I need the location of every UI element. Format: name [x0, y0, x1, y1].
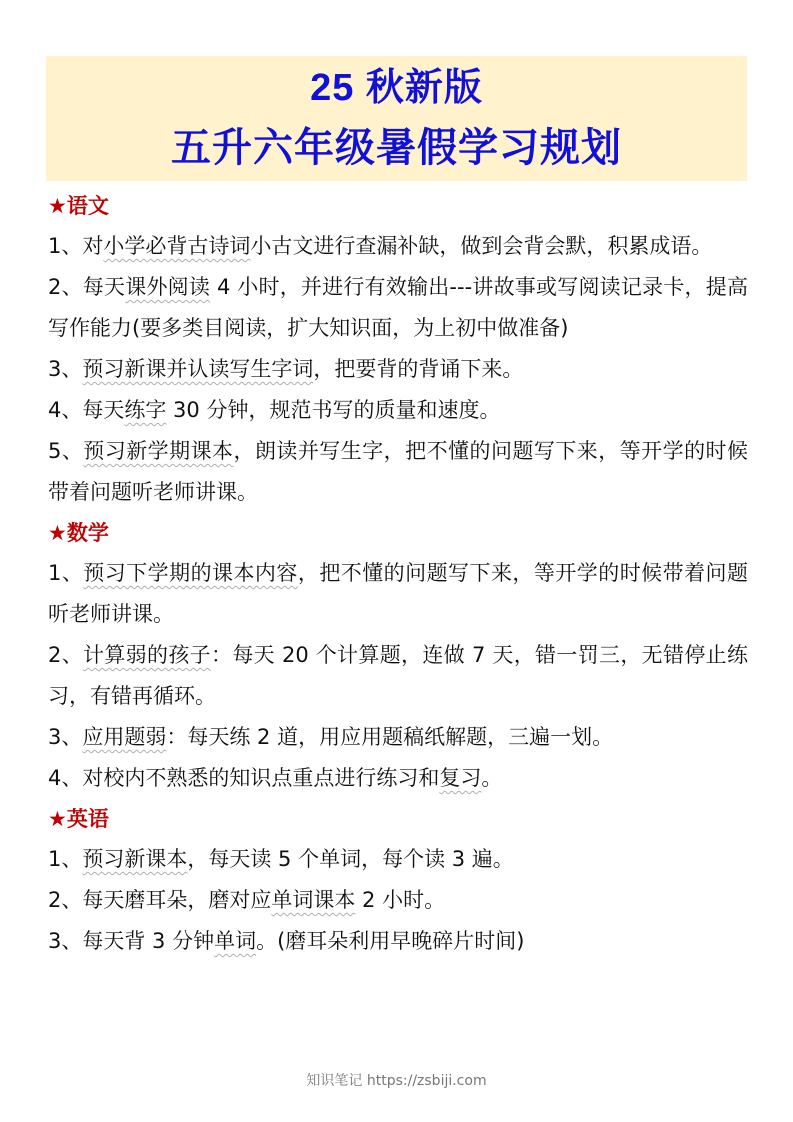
item-text: 小古文进行查漏补缺，做到会背会默，积累成语。	[250, 234, 713, 258]
list-item	[48, 921, 748, 962]
item-text: 2 小时。	[355, 888, 446, 912]
title-line-1: 25 秋新版	[310, 67, 483, 109]
list-item	[48, 349, 748, 390]
item-text: 3、	[48, 357, 83, 381]
item-text: 4、每天	[48, 398, 125, 422]
section-chinese	[48, 186, 748, 513]
item-text: 5、	[48, 439, 84, 463]
item-text: ：每天练 2 道，用应用题稿纸解题，三遍一划。	[166, 725, 614, 749]
item-text: 1、对	[48, 234, 104, 258]
section-math	[48, 513, 748, 799]
spellcheck-underlined-text: 课外阅读	[125, 275, 211, 299]
list-item	[48, 880, 748, 921]
list-item	[48, 390, 748, 431]
spellcheck-underlined-text: 小学必背古诗词	[103, 234, 251, 258]
item-text: 4、对校内不熟悉的知识点重点进行练习和	[48, 766, 440, 790]
item-text: 1、	[48, 561, 84, 585]
item-text: ，把不懂的问题写下来，等开学的时候带着问题听老师讲课。	[48, 561, 748, 626]
section-english	[48, 799, 748, 962]
section-heading-english: ★英语	[48, 807, 109, 831]
plan-content	[48, 186, 748, 962]
item-text: ：每天 20 个计算题，连做 7 天，错一罚三，无错停止练习，有错再循环。	[48, 643, 748, 708]
item-text: 2、每天磨耳朵，磨对应	[48, 888, 272, 912]
spellcheck-underlined-text: 预习新学期课本	[83, 439, 234, 463]
list-item	[48, 226, 748, 267]
title-line-2: 五升六年级暑假学习规划	[171, 126, 622, 170]
item-text: 。	[481, 766, 503, 790]
list-item	[48, 635, 748, 717]
list-item	[48, 431, 748, 513]
item-text: 1、	[48, 847, 83, 871]
item-text: 3、	[48, 725, 83, 749]
item-text: 30 分钟，规范书写的质量和速度。	[166, 398, 501, 422]
spellcheck-underlined-text: 预习新课本	[82, 847, 188, 871]
spellcheck-underlined-text: 复习	[439, 766, 482, 790]
section-heading-math: ★数学	[48, 521, 109, 545]
item-text: 。(磨耳朵利用早晚碎片时间)	[256, 929, 525, 953]
list-item	[48, 839, 748, 880]
section-heading-chinese: ★语文	[48, 194, 109, 218]
item-text: ，把要背的背诵下来。	[313, 357, 524, 381]
spellcheck-underlined-text: 计算弱的孩子	[83, 643, 211, 667]
list-item	[48, 553, 748, 635]
list-item	[48, 758, 748, 799]
spellcheck-underlined-text: 应用题弱	[82, 725, 167, 749]
spellcheck-underlined-text: 预习新课并认读写生字词	[82, 357, 314, 381]
spellcheck-underlined-text: 单词	[214, 929, 257, 953]
item-text: ，朗读并写生字，把不懂的问题写下来，等开学的时候带着问题听老师讲课。	[48, 439, 748, 504]
list-item	[48, 267, 748, 349]
item-text: 4 小时，并进行有效输出---讲故事或写阅读记录卡，提高写作能力(要多类目阅读，扩大知识面，为上初中做准备)	[48, 275, 748, 340]
title-banner	[46, 56, 747, 181]
spellcheck-underlined-text: 练字	[124, 398, 167, 422]
spellcheck-underlined-text: 单词课本	[271, 888, 356, 912]
item-text: 2、每天	[48, 275, 126, 299]
spellcheck-underlined-text: 预习下学期的课本内容	[83, 561, 298, 585]
footer-watermark: 知识笔记 https://zsbiji.com	[306, 1073, 487, 1089]
item-text: 2、	[48, 643, 84, 667]
list-item	[48, 717, 748, 758]
item-text: 3、每天背 3 分钟	[48, 929, 215, 953]
item-text: ，每天读 5 个单词，每个读 3 遍。	[187, 847, 514, 871]
